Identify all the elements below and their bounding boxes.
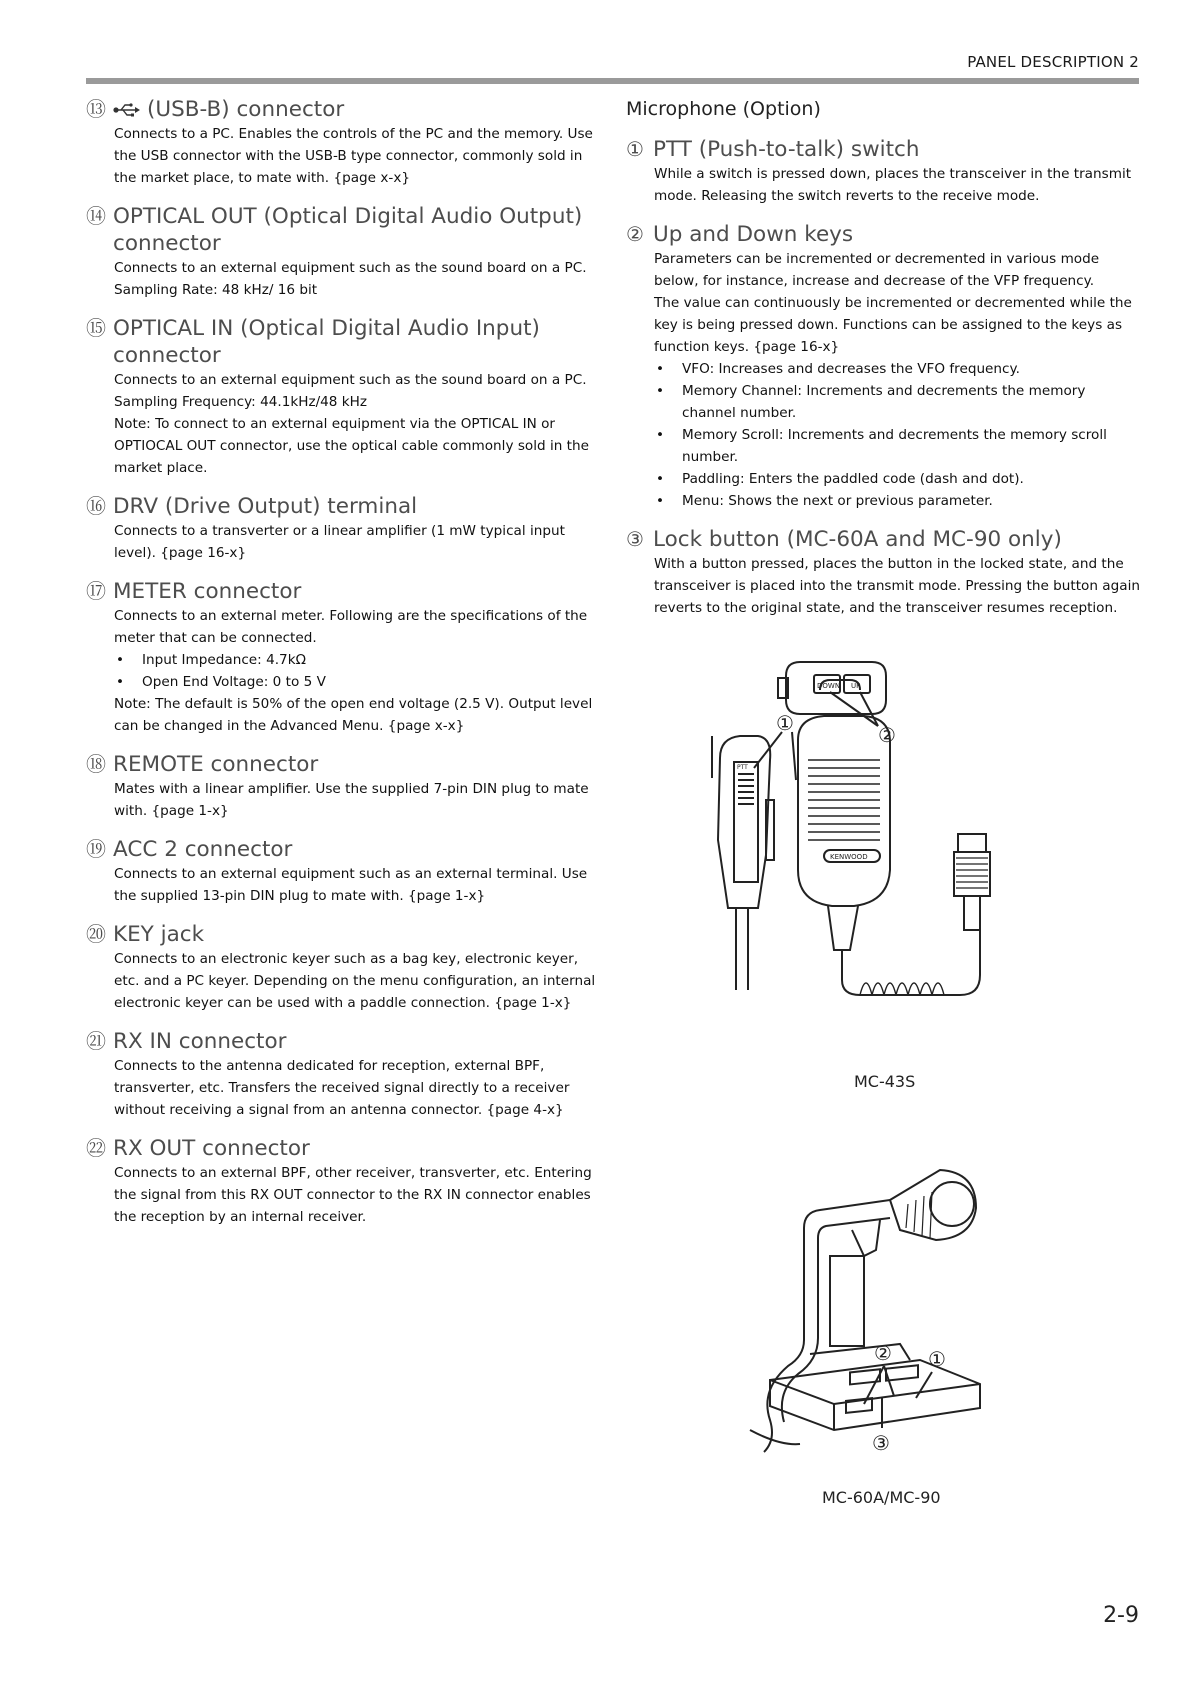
desk-callout-1: ① xyxy=(928,1347,946,1371)
paragraph: The value can continuously be incremented or decremented while the key is being pressed down. Functions can be assigned to the keys as function keys. {page 16-x} xyxy=(654,295,1132,355)
paragraph: Connects to a transverter or a linear amplifier (1 mW typical input level). {page 16-x} xyxy=(114,523,565,561)
left-section xyxy=(86,1135,606,1228)
bullet-item: • Open End Voltage: 0 to 5 V xyxy=(114,671,606,693)
section-number: ⑬ xyxy=(86,97,106,121)
section-title: RX OUT connector xyxy=(113,1136,310,1161)
left-section xyxy=(86,1028,606,1121)
section-number: ⑭ xyxy=(86,204,106,228)
up-key-label: UP xyxy=(851,682,861,690)
paragraph: With a button pressed, places the button in the locked state, and the transceiver is placed into the transmit mode. Pressing the button again reverts to the original state, and the transceiver resumes reception. xyxy=(654,556,1140,616)
paragraph: Note: To connect to an external equipment via the OPTICAL IN or OPTIOCAL OUT connector, use the optical cable commonly sold in the market place. xyxy=(114,416,589,476)
section-body xyxy=(86,948,606,1014)
paragraph: Connects to an external equipment such as the sound board on a PC. xyxy=(114,260,587,276)
right-section xyxy=(626,136,1140,207)
paragraph: Parameters can be incremented or decremented in various mode below, for instance, increase and decrease of the VFP frequency. xyxy=(654,251,1100,289)
mc60-caption: MC-60A/MC-90 xyxy=(822,1488,941,1507)
paragraph: Connects to the antenna dedicated for reception, external BPF, transverter, etc. Transfers the received signal directly to a receiver without receiving a signal from an antenna connector. {page 4-x} xyxy=(114,1058,570,1118)
section-heading xyxy=(86,493,606,520)
section-title: DRV (Drive Output) terminal xyxy=(113,494,418,519)
section-body xyxy=(626,163,1140,207)
desk-callout-3: ③ xyxy=(872,1431,890,1455)
desk-callout-2: ② xyxy=(874,1341,892,1365)
bullet-item: • Input Impedance: 4.7kΩ xyxy=(114,649,606,671)
left-section xyxy=(86,921,606,1014)
left-section xyxy=(86,836,606,907)
down-key-label: DOWN xyxy=(817,682,841,690)
section-title: KEY jack xyxy=(113,922,205,947)
ptt-label: PTT xyxy=(737,764,748,771)
bullet-item: • Memory Channel: Increments and decrements the memory channel number. xyxy=(654,380,1140,424)
left-column xyxy=(86,96,606,1242)
section-number: ② xyxy=(626,222,644,246)
section-number: ㉑ xyxy=(86,1029,106,1053)
paragraph: Sampling Frequency: 44.1kHz/48 kHz xyxy=(114,394,368,410)
section-title: (USB-B) connector xyxy=(147,97,345,122)
paragraph: Mates with a linear amplifier. Use the supplied 7-pin DIN plug to mate with. {page 1-x} xyxy=(114,781,589,819)
bullet-item: • Paddling: Enters the paddled code (dash and dot). xyxy=(654,468,1140,490)
section-title: OPTICAL OUT (Optical Digital Audio Output) connector xyxy=(113,204,583,256)
section-number: ① xyxy=(626,137,644,161)
brand-label: KENWOOD xyxy=(830,853,868,861)
section-heading xyxy=(86,751,606,778)
left-section xyxy=(86,315,606,479)
section-heading xyxy=(86,578,606,605)
mc43s-caption: MC-43S xyxy=(854,1072,916,1091)
section-body xyxy=(86,778,606,822)
page-number: 2-9 xyxy=(1103,1603,1139,1628)
section-title: METER connector xyxy=(113,579,302,604)
note-paragraph: Note: The default is 50% of the open end voltage (2.5 V). Output level can be changed in the Advanced Menu. {page x-x} xyxy=(114,696,593,734)
paragraph: Connects to an external equipment such as an external terminal. Use the supplied 13-pin DIN plug to mate with. {page 1-x} xyxy=(114,866,588,904)
section-heading xyxy=(626,526,1140,553)
section-number: ⑰ xyxy=(86,579,106,603)
section-body xyxy=(86,605,606,737)
section-heading xyxy=(86,836,606,863)
section-body xyxy=(86,520,606,564)
section-body xyxy=(86,123,606,189)
left-section xyxy=(86,493,606,564)
bullet-item: • Memory Scroll: Increments and decrements the memory scroll number. xyxy=(654,424,1140,468)
paragraph: While a switch is pressed down, places the transceiver in the transmit mode. Releasing the switch reverts to the receive mode. xyxy=(654,166,1132,204)
section-title: Lock button (MC-60A and MC-90 only) xyxy=(653,527,1062,552)
section-body xyxy=(626,553,1140,619)
section-number: ⑱ xyxy=(86,752,106,776)
callout-2: ② xyxy=(878,723,896,747)
section-title: OPTICAL IN (Optical Digital Audio Input) connector xyxy=(113,316,540,368)
section-heading xyxy=(86,1135,606,1162)
usb-icon xyxy=(113,102,141,118)
right-column xyxy=(626,96,1140,633)
section-heading xyxy=(86,1028,606,1055)
section-heading xyxy=(626,136,1140,163)
mc43s-illustration xyxy=(700,650,1040,1030)
page-header-title: PANEL DESCRIPTION 2 xyxy=(967,53,1139,71)
section-title: ACC 2 connector xyxy=(113,837,293,862)
section-title: RX IN connector xyxy=(113,1029,287,1054)
mc60-illustration xyxy=(740,1160,1040,1460)
section-number: ⑮ xyxy=(86,316,106,340)
section-body xyxy=(86,1055,606,1121)
left-section xyxy=(86,578,606,737)
left-section xyxy=(86,751,606,822)
paragraph: Connects to an electronic keyer such as a bag key, electronic keyer, etc. and a PC keyer. Depending on the menu configuration, an internal electronic keyer can be used with a paddle connection. {page 1-x} xyxy=(114,951,596,1011)
section-number: ㉒ xyxy=(86,1136,106,1160)
callout-1: ① xyxy=(776,711,794,735)
section-body xyxy=(86,1162,606,1228)
bullet-list xyxy=(654,358,1140,512)
section-number: ⑳ xyxy=(86,922,106,946)
section-body xyxy=(86,863,606,907)
section-title: REMOTE connector xyxy=(113,752,319,777)
section-heading xyxy=(86,921,606,948)
section-body xyxy=(86,369,606,479)
bullet-item: • VFO: Increases and decreases the VFO frequency. xyxy=(654,358,1140,380)
section-heading xyxy=(626,221,1140,248)
paragraph: Connects to an external equipment such as the sound board on a PC. xyxy=(114,372,587,388)
mic-head xyxy=(890,1170,976,1240)
section-number: ⑯ xyxy=(86,494,106,518)
bullet-item: • Menu: Shows the next or previous parameter. xyxy=(654,490,1140,512)
section-number: ⑲ xyxy=(86,837,106,861)
paragraph: Connects to a PC. Enables the controls of the PC and the memory. Use the USB connector with the USB-B type connector, commonly sold in the market place, to mate with. {page x-x} xyxy=(114,126,593,186)
section-heading xyxy=(86,315,606,369)
section-body xyxy=(626,248,1140,512)
section-body xyxy=(86,257,606,301)
right-section xyxy=(626,526,1140,619)
section-heading xyxy=(86,96,606,123)
section-title: Up and Down keys xyxy=(653,222,854,247)
left-section xyxy=(86,96,606,189)
bullet-list xyxy=(114,649,606,693)
section-title: PTT (Push-to-talk) switch xyxy=(653,137,920,162)
left-section xyxy=(86,203,606,301)
section-heading xyxy=(86,203,606,257)
right-section xyxy=(626,221,1140,512)
paragraph: Sampling Rate: 48 kHz/ 16 bit xyxy=(114,282,318,298)
paragraph: Connects to an external BPF, other receiver, transverter, etc. Entering the signal from this RX OUT connector to the RX IN connector enables the reception by an internal receiver. xyxy=(114,1165,592,1225)
section-number: ③ xyxy=(626,527,644,551)
microphone-heading: Microphone (Option) xyxy=(626,98,821,120)
paragraph: Connects to an external meter. Following are the specifications of the meter that can be connected. xyxy=(114,608,588,646)
header-rule xyxy=(86,78,1139,84)
